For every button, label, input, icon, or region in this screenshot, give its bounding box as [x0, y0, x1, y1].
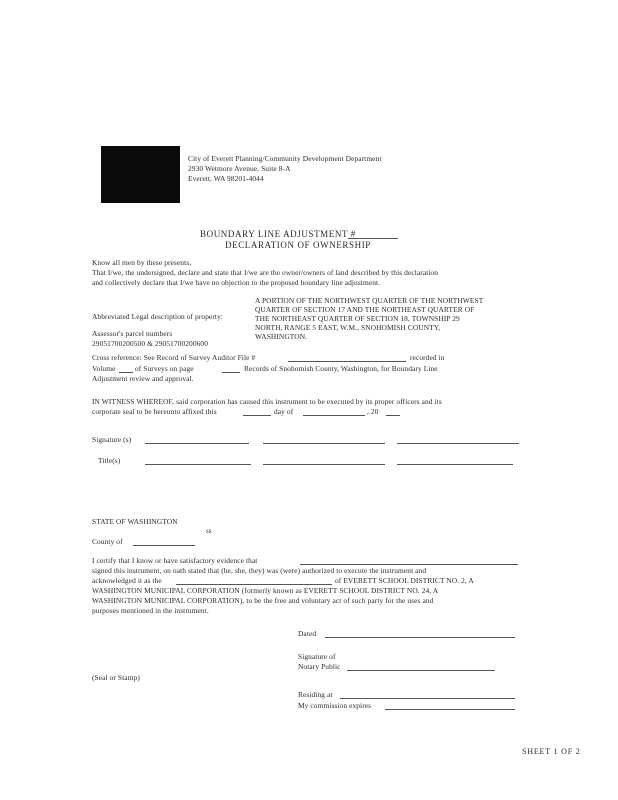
xref-surveys: of Surveys on page	[135, 364, 194, 373]
county-label: County of	[92, 537, 123, 546]
certify-name-line[interactable]	[300, 564, 518, 565]
dept-city: Everett, WA 98201-4044	[188, 174, 264, 183]
witness-day-line[interactable]	[243, 415, 271, 416]
state-label: STATE OF WASHINGTON	[92, 517, 178, 526]
page-line[interactable]	[222, 372, 240, 373]
certify-line-4: WASHINGTON MUNICIPAL CORPORATION (formerly known as EVERETT SCHOOL DISTRICT NO. 24, A	[92, 586, 439, 595]
signature-line-2[interactable]	[263, 443, 385, 444]
dept-name: City of Everett Planning/Community Development Department	[188, 154, 382, 163]
volume-line[interactable]	[119, 372, 133, 373]
seal-label: (Seal or Stamp)	[92, 673, 140, 682]
city-logo	[101, 146, 180, 203]
title-line-1[interactable]	[145, 464, 251, 465]
doc-subtitle: DECLARATION OF OWNERSHIP	[225, 240, 371, 250]
xref-volume: Volume	[92, 364, 116, 373]
certify-line-3-prefix: acknowledged it as the	[92, 576, 162, 585]
xref-line-1-prefix: Cross reference: See Record of Survey Auditor File #	[92, 353, 256, 362]
witness-month-line[interactable]	[303, 415, 365, 416]
xref-line-1-suffix: recorded in	[410, 353, 445, 362]
legal-label: Abbreviated Legal description of property:	[92, 312, 224, 321]
county-line[interactable]	[133, 545, 195, 546]
certify-line-2: signed this instrument, on oath stated that (he, she, they) was (were) authorized to execute the instrument and	[92, 566, 427, 575]
sheet-number: SHEET 1 OF 2	[522, 747, 581, 756]
title-line-2[interactable]	[263, 464, 385, 465]
signature-line-3[interactable]	[397, 443, 519, 444]
certify-title-line[interactable]	[176, 584, 332, 585]
certify-line-6: purposes mentioned in the instrument.	[92, 606, 209, 615]
doc-title: BOUNDARY LINE ADJUSTMENT #	[200, 229, 356, 239]
intro-line-3: and collectively declare that I/we have no objection to the proposed boundary line adjustment.	[92, 278, 381, 287]
title-line-3[interactable]	[397, 464, 513, 465]
notary-signature-line[interactable]	[347, 670, 495, 671]
intro-line-1: Know all men by these presents,	[92, 258, 192, 267]
ss-label: ss	[206, 527, 212, 535]
witness-year: , 20	[367, 407, 379, 416]
xref-line-3: Adjustment review and approval.	[92, 374, 194, 383]
auditor-file-line[interactable]	[288, 361, 406, 362]
residing-label: Residing at	[298, 690, 333, 699]
bla-number-line[interactable]	[348, 238, 398, 239]
certify-line-1: I certify that I know or have satisfactory evidence that	[92, 556, 258, 565]
legal-desc-line-4: NORTH, RANGE 5 EAST, W.M., SNOHOMISH COUNTY,	[255, 323, 441, 332]
witness-line-1: IN WITNESS WHEREOF, said corporation has caused this instrument to be executed by its proper officers and its	[92, 397, 442, 406]
legal-desc-line-2: QUARTER OF SECTION 17 AND THE NORTHEAST QUARTER OF	[255, 305, 475, 314]
intro-line-2: That I/we, the undersigned, declare and state that I/we are the owner/owners of land described by this declaration	[92, 268, 439, 277]
witness-line-2-prefix: corporate seal to be hereunto affixed this	[92, 407, 217, 416]
dated-label: Dated	[298, 629, 317, 638]
notary-public-label: Notary Public	[298, 662, 341, 671]
legal-desc-line-5: WASHINGTON.	[255, 332, 308, 341]
commission-label: My commission expires	[298, 701, 372, 710]
assessor-label: Assessor's parcel numbers	[92, 329, 173, 338]
dept-address: 2930 Wetmore Avenue, Suite 8-A	[188, 164, 291, 173]
xref-records: Records of Snohomish County, Washington, for Boundary Line	[244, 364, 438, 373]
commission-line[interactable]	[385, 709, 515, 710]
parcel-numbers: 29051700200500 & 29051700200600	[92, 339, 209, 348]
witness-year-line[interactable]	[386, 415, 400, 416]
witness-day-of: day of	[274, 407, 294, 416]
legal-desc-line-3: THE NORTHEAST QUARTER OF SECTION 18, TOWNSHIP 29	[255, 314, 460, 323]
titles-label: Title(s)	[98, 456, 121, 465]
certify-line-5: WASHINGTON MUNICIPAL CORPORATION), to be the free and voluntary act of such party for the uses and	[92, 596, 434, 605]
residing-line[interactable]	[340, 698, 515, 699]
dated-line[interactable]	[325, 637, 515, 638]
certify-line-3-suffix: of EVERETT SCHOOL DISTRICT NO. 2, A	[335, 576, 474, 585]
signature-label: Signature (s)	[92, 435, 132, 444]
legal-desc-line-1: A PORTION OF THE NORTHWEST QUARTER OF THE NORTHWEST	[255, 296, 484, 305]
signature-of-label: Signature of	[298, 652, 336, 661]
signature-line-1[interactable]	[145, 443, 249, 444]
